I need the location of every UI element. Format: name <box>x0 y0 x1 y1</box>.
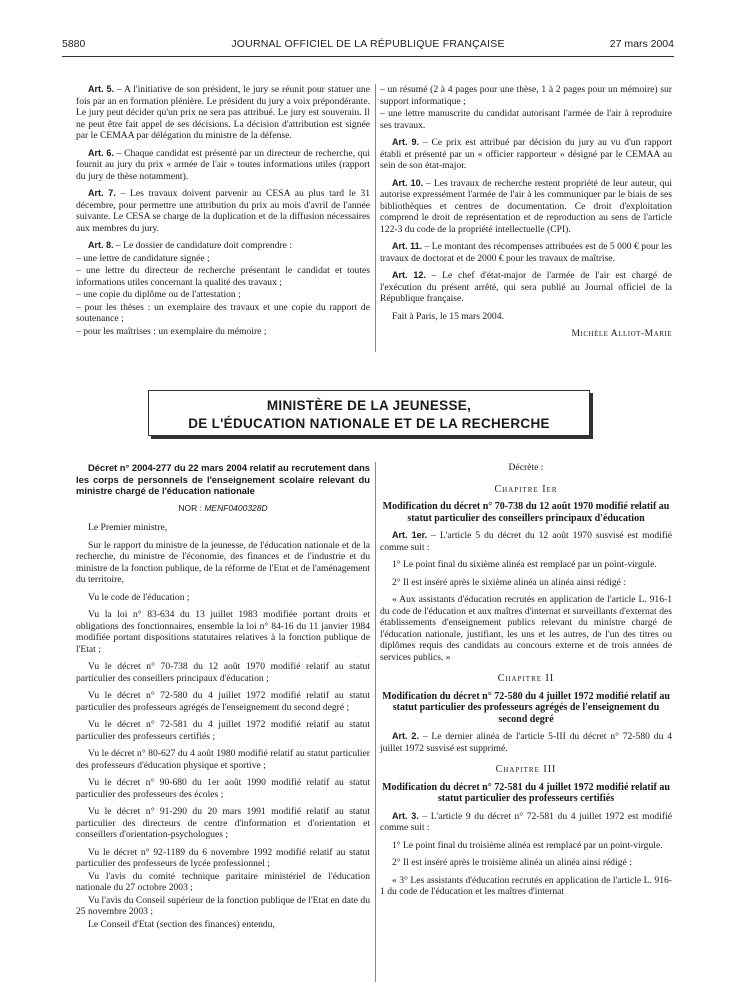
article-5: Art. 5. – A l'initiative de son président, le jury se réunit pour statuer une fois par an en formation plénière. Le président du jury a voix prépondérante. Le jury peut décider qu'un prix ne sera pas attribué. Le jury est souverain. Il ne peut être fait appel de ses décisions. La décision d'attribution est signée par le CEMAA par délégation du ministre de la défense. <box>76 84 370 141</box>
signature: Michèle Alliot-Marie <box>571 328 672 339</box>
decree-title: Décret n° 2004-277 du 22 mars 2004 relatif au recrutement dans les corps de personnels de l'enseignement scolaire relevant du ministre chargé de l'éducation nationale <box>76 462 371 496</box>
top-left-column <box>76 84 370 338</box>
article-2: Art. 2. – Le dernier alinéa de l'article 5-III du décret n° 72-580 du 4 juillet 1972 susvisé est supprimé. <box>380 731 672 754</box>
ministry-box <box>148 390 590 436</box>
list-item: – pour les thèses : un exemplaire des travaux et une copie du rapport de soutenance ; <box>76 301 370 324</box>
place-date: Fait à Paris, le 15 mars 2004. <box>392 310 504 322</box>
article-9: Art. 9. – Ce prix est attribué par décision du jury au vu d'un rapport établi et présenté par un « officier rapporteur » désigné par le CEMAA au sein de son état-major. <box>380 137 672 171</box>
list-item: – une lettre manuscrite du candidat autorisant l'armée de l'air à reproduire ses travaux. <box>380 108 672 131</box>
ministry-line-2: DE L'ÉDUCATION NATIONALE ET DE LA RECHERCHE <box>188 416 550 431</box>
chapter-3-label: Chapitre III <box>495 764 557 775</box>
list-item: – une lettre du directeur de recherche présentant le candidat et toutes informations utiles concernant la qualité des travaux ; <box>76 265 370 288</box>
decrete: Décrète : <box>508 462 544 473</box>
top-right-column <box>380 84 672 340</box>
consideration: Vu l'avis du comité technique paritaire ministériel de l'éducation nationale du 27 octobre 2003 ; <box>76 870 370 893</box>
list-item: – une lettre de candidature signée ; <box>76 252 210 264</box>
decree-right-column <box>380 462 672 904</box>
paragraph: 2° Il est inséré après le troisième alinéa un alinéa ainsi rédigé : <box>392 857 632 868</box>
header-rule <box>62 56 674 57</box>
paragraph: 1° Le point final du sixième alinéa est remplacé par un point-virgule. <box>392 559 657 570</box>
article-12: Art. 12. – Le chef d'état-major de l'armée de l'air est chargé de l'exécution du présent arrêté, qui sera publié au Journal officiel de la République française. <box>380 270 672 304</box>
article-10: Art. 10. – Les travaux de recherche restent propriété de leur auteur, qui autorise expressément l'armée de l'air à les communiquer par le biais de ses bibliothèques et centres de documentation. Ce droit d'exploitation comprend le droit de représentation et de reproduction au sens de l'article 122-3 du code de la propriété intellectuelle (CPI). <box>380 177 672 235</box>
consideration: Vu la loi n° 83-634 du 13 juillet 1983 modifiée portant droits et obligations des fonctionnaires, ensemble la loi n° 84-16 du 11 janvier 1984 modifiée portant dispositions statutaires relatives à la fonction publique de l'Etat ; <box>76 609 370 655</box>
decree-left-column <box>76 462 370 931</box>
chapter-1-title: Modification du décret n° 70-738 du 12 août 1970 modifié relatif au statut particulier des conseillers principaux d'éducation <box>382 501 670 524</box>
article-7: Art. 7. – Les travaux doivent parvenir au CESA au plus tard le 31 décembre, pour permettre une attribution du prix au mois d'avril de l'année suivante. Le CESA se charge de la duplication et de la diffusion nécessaires aux membres du jury. <box>76 188 370 234</box>
consideration: Vu le décret n° 92-1189 du 6 novembre 1992 modifié relatif au statut particulier des professeurs de lycée professionnel ; <box>76 846 370 869</box>
list-item: – une copie du diplôme ou de l'attestation ; <box>76 289 241 300</box>
chapter-3-title: Modification du décret n° 72-581 du 4 juillet 1972 modifié relatif au statut particulier des professeurs certifiés <box>382 781 670 804</box>
issue-date: 27 mars 2004 <box>609 38 674 50</box>
paragraph: 1° Le point final du troisième alinéa est remplacé par un point-virgule. <box>392 839 663 851</box>
consideration: Vu le code de l'éducation ; <box>88 591 190 603</box>
consideration: Vu le décret n° 90-680 du 1er août 1990 modifié relatif au statut particulier des professeurs des écoles ; <box>76 777 370 800</box>
consideration: Vu l'avis du Conseil supérieur de la fonction publique de l'Etat en date du 25 novembre 2003 ; <box>76 894 370 917</box>
chapter-1-label: Chapitre Ier <box>494 483 558 495</box>
list-item: – pour les maîtrises : un exemplaire du mémoire ; <box>76 325 267 337</box>
consideration: Vu le décret n° 91-290 du 20 mars 1991 modifié relatif au statut particulier des directeurs de centre d'information et d'orientation et conseillers d'orientation-psychologues ; <box>76 806 370 840</box>
consideration: Vu le décret n° 80-627 du 4 août 1980 modifié relatif au statut particulier des professeurs d'éducation physique et sportive ; <box>76 748 370 771</box>
consideration: Vu le décret n° 72-581 du 4 juillet 1972 modifié relatif au statut particulier des professeurs certifiés ; <box>76 719 370 742</box>
article-8: Art. 8. – Le dossier de candidature doit comprendre : <box>88 240 293 251</box>
article-11: Art. 11. – Le montant des récompenses attribuées est de 5 000 € pour les travaux de doctorat et de 2000 € pour les travaux de maîtrise. <box>380 241 672 264</box>
page-number: 5880 <box>62 38 86 50</box>
page-header <box>62 38 674 54</box>
decree-opening: Le Premier ministre, <box>88 522 168 533</box>
journal-title: JOURNAL OFFICIEL DE LA RÉPUBLIQUE FRANÇAISE <box>231 38 505 50</box>
ministry-line-1: MINISTÈRE DE LA JEUNESSE, <box>266 398 472 413</box>
nor-reference: NOR : MENF0400328D <box>178 502 268 513</box>
article-3: Art. 3. – L'article 9 du décret n° 72-581 du 4 juillet 1972 est modifié comme suit : <box>380 810 672 833</box>
paragraph: 2° Il est inséré après le sixième alinéa un alinéa ainsi rédigé : <box>392 576 626 588</box>
chapter-2-title: Modification du décret n° 72-580 du 4 juillet 1972 modifié relatif au statut particulier des professeurs agrégés de l'enseignement du second degré <box>382 690 670 725</box>
article-6: Art. 6. – Chaque candidat est présenté par un directeur de recherche, qui fournit au jury du prix « armée de l'air » toutes informations utiles (rapport du jury de thèse notamment). <box>76 147 370 182</box>
column-divider <box>375 84 376 352</box>
consideration: Vu le décret n° 70-738 du 12 août 1970 modifié relatif au statut particulier des conseillers principaux d'éducation ; <box>76 661 370 684</box>
consideration: Le Conseil d'Etat (section des finances) entendu, <box>88 918 275 930</box>
quote: « Aux assistants d'éducation recrutés en application de l'article L. 916-1 du code de l'éducation et aux maîtres d'internat et surveillants d'externat des établissements d'enseignement publics relevant du ministre chargé de l'éducation nationale, justifiant, les uns et les autres, de l'un des titres ou diplômes requis des candidats au concours externe et de trois années de services publics. » <box>380 594 672 663</box>
article-1: Art. 1er. – L'article 5 du décret du 12 août 1970 susvisé est modifié comme suit : <box>380 530 672 553</box>
list-item: – un résumé (2 à 4 pages pour une thèse, 1 à 2 pages pour un mémoire) sur support informatique ; <box>380 84 672 107</box>
consideration: Sur le rapport du ministre de la jeunesse, de l'éducation nationale et de la recherche, du ministre de l'économie, des finances et de l'industrie et du ministre de la fonction publique, de la réforme de l'Etat et de l'aménagement du territoire, <box>76 539 370 585</box>
quote: « 3° Les assistants d'éducation recrutés en application de l'article L. 916-1 du code de l'éducation et les maîtres d'internat <box>380 874 672 897</box>
column-divider <box>375 462 376 982</box>
chapter-2-label: Chapitre II <box>497 673 555 684</box>
consideration: Vu le décret n° 72-580 du 4 juillet 1972 modifié relatif au statut particulier des professeurs agrégés de l'enseignement du second degré ; <box>76 690 370 713</box>
